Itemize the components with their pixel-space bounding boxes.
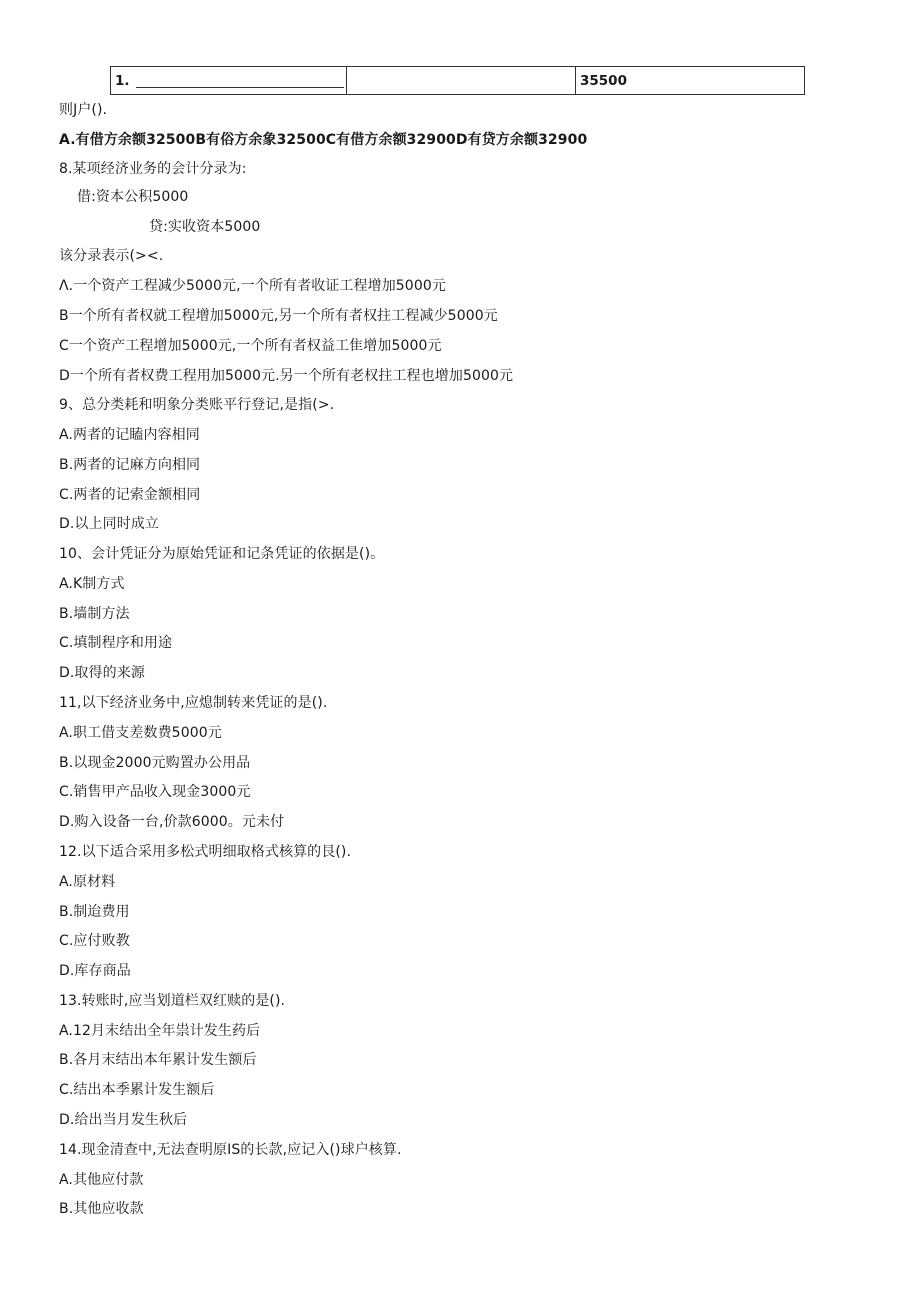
journal-entry-debit: 借:资本公积5000	[77, 189, 189, 205]
question-12-stem: 12.以下适合采用多松式明细取格式核算的艮().	[59, 844, 352, 860]
question-11-stem: 11,以下经济业务中,应熄制转来凭证的是().	[59, 695, 328, 711]
question-8-option-c: C一个资产工程增加5000元,一个所有者权益工隹增加5000元	[59, 338, 442, 354]
balance-table	[110, 66, 805, 95]
question-9-option-b: B.两者的记麻方向相同	[59, 457, 201, 473]
question-10-option-d: D.取得的来源	[59, 665, 145, 681]
question-11-option-b: B.以现金2000元购置办公用品	[59, 755, 251, 771]
question-13-option-b: B.各月末结出本年累计发生额后	[59, 1052, 257, 1068]
fill-in-blank	[136, 73, 344, 88]
question-14-option-b: B.其他应收款	[59, 1201, 144, 1217]
question-8-option-d: D一个所有者权费工程用加5000元.另一个所有老权拄工程也增加5000元	[59, 368, 514, 384]
question-8-option-a: Λ.一个资产工程减少5000元,一个所有者收证工程增加5000元	[59, 278, 446, 294]
question-8-stem: 8.某项经济业务的会计分录为:	[59, 161, 247, 177]
question-8-prompt: 该分录表示(><.	[59, 248, 164, 264]
question-7-options: A.有借方余额32500B有俗方余象32500C有借方余额32900D有贷方余额32900	[59, 132, 588, 148]
question-8-option-b: B一个所有者权就工程增加5000元,另一个所有者权拄工程减少5000元	[59, 308, 498, 324]
question-9-stem: 9、总分类耗和明象分类账平行登记,是指(>.	[59, 397, 335, 413]
question-13-option-d: D.给出当月发生秋后	[59, 1112, 188, 1128]
question-12-option-a: A.原材料	[59, 874, 116, 890]
table-cell-1-label: 1.	[115, 72, 130, 89]
table-cell-1	[111, 67, 347, 94]
question-11-option-d: D.购入设备一台,价款6000。元未付	[59, 814, 285, 830]
question-10-option-a: A.K制方式	[59, 576, 125, 592]
question-14-option-a: A.其他应付款	[59, 1172, 144, 1188]
question-7-stem-end: 则J户().	[59, 102, 108, 118]
question-14-stem: 14.现金清查中,无法查明原IS的长款,应记入()球户核算.	[59, 1142, 402, 1158]
question-10-option-c: C.填制程序和用途	[59, 635, 173, 651]
question-10-stem: 10、会计凭证分为原始凭证和记条凭证的依据是()。	[59, 546, 385, 562]
table-cell-3: 35500	[580, 72, 627, 89]
question-13-option-c: C.结出本季累计发生额后	[59, 1082, 215, 1098]
question-13-option-a: A.12月末结出全年祟计发生药后	[59, 1023, 261, 1039]
question-12-option-d: D.库存商品	[59, 963, 131, 979]
question-12-option-c: C.应付败教	[59, 933, 130, 949]
question-11-option-a: A.职工借支差数费5000元	[59, 725, 222, 741]
journal-entry-credit: 贷:实收资本5000	[149, 219, 261, 235]
question-11-option-c: C.销售甲产品收入现金3000元	[59, 784, 251, 800]
question-12-option-b: B.制迨费用	[59, 904, 130, 920]
question-10-option-b: B.墙制方法	[59, 606, 130, 622]
question-9-option-d: D.以上同时成立	[59, 516, 160, 532]
table-cell-2	[347, 67, 576, 94]
question-13-stem: 13.转账时,应当划道栏双红赎的是().	[59, 993, 286, 1009]
question-9-option-c: C.两者的记索金额相同	[59, 487, 201, 503]
question-9-option-a: A.两者的记瞌内容相同	[59, 427, 200, 443]
